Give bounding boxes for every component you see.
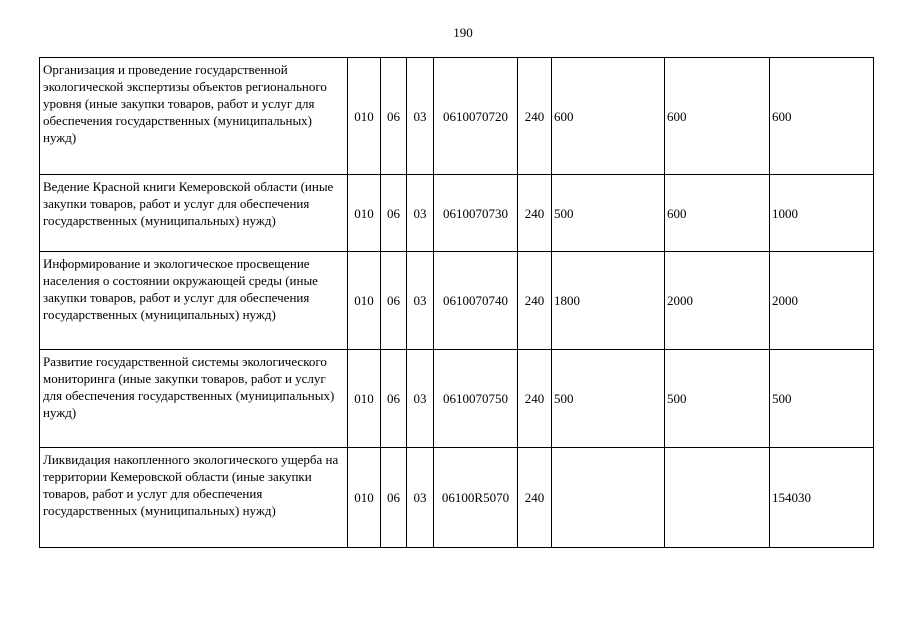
target-article-code: 0610070750 — [434, 350, 518, 448]
target-article-code: 0610070740 — [434, 252, 518, 350]
expense-name: Информирование и экологическое просвещение населения о состоянии окружающей среды (иные закупки товаров, работ и услуг для обеспечения государственных (муниципальных) нужд) — [40, 252, 348, 350]
ministry-code: 010 — [348, 252, 381, 350]
expense-type-code: 240 — [518, 350, 552, 448]
section-code: 06 — [381, 448, 407, 548]
year3-amount: 500 — [770, 350, 874, 448]
subsection-code: 03 — [407, 175, 434, 252]
table-row — [40, 350, 874, 448]
year1-amount: 500 — [552, 175, 665, 252]
target-article-code: 0610070730 — [434, 175, 518, 252]
expense-name: Развитие государственной системы экологического мониторинга (иные закупки товаров, работ и услуг для обеспечения государственных (муниципальных) нужд) — [40, 350, 348, 448]
expense-name: Организация и проведение государственной экологической экспертизы объектов регионального уровня (иные закупки товаров, работ и услуг для обеспечения государственных (муниципальных) нужд) — [40, 58, 348, 175]
section-code: 06 — [381, 175, 407, 252]
subsection-code: 03 — [407, 58, 434, 175]
year1-amount — [552, 448, 665, 548]
year3-amount: 2000 — [770, 252, 874, 350]
expense-name: Ведение Красной книги Кемеровской области (иные закупки товаров, работ и услуг для обеспечения государственных (муниципальных) нужд) — [40, 175, 348, 252]
section-code: 06 — [381, 350, 407, 448]
year1-amount: 600 — [552, 58, 665, 175]
table-row — [40, 58, 874, 175]
target-article-code: 0610070720 — [434, 58, 518, 175]
year2-amount — [665, 448, 770, 548]
subsection-code: 03 — [407, 448, 434, 548]
section-code: 06 — [381, 58, 407, 175]
ministry-code: 010 — [348, 175, 381, 252]
expense-type-code: 240 — [518, 175, 552, 252]
target-article-code: 06100R5070 — [434, 448, 518, 548]
expense-type-code: 240 — [518, 252, 552, 350]
year1-amount: 500 — [552, 350, 665, 448]
year2-amount: 600 — [665, 175, 770, 252]
year3-amount: 154030 — [770, 448, 874, 548]
year2-amount: 2000 — [665, 252, 770, 350]
expense-type-code: 240 — [518, 448, 552, 548]
ministry-code: 010 — [348, 448, 381, 548]
subsection-code: 03 — [407, 252, 434, 350]
table-row — [40, 448, 874, 548]
ministry-code: 010 — [348, 350, 381, 448]
subsection-code: 03 — [407, 350, 434, 448]
ministry-code: 010 — [348, 58, 381, 175]
year2-amount: 500 — [665, 350, 770, 448]
year2-amount: 600 — [665, 58, 770, 175]
table-row — [40, 175, 874, 252]
table-row — [40, 252, 874, 350]
year3-amount: 1000 — [770, 175, 874, 252]
expense-name: Ликвидация накопленного экологического ущерба на территории Кемеровской области (иные закупки товаров, работ и услуг для обеспечения государственных (муниципальных) нужд) — [40, 448, 348, 548]
year1-amount: 1800 — [552, 252, 665, 350]
budget-table — [39, 57, 874, 548]
year3-amount: 600 — [770, 58, 874, 175]
page-number: 190 — [453, 25, 473, 40]
section-code: 06 — [381, 252, 407, 350]
expense-type-code: 240 — [518, 58, 552, 175]
